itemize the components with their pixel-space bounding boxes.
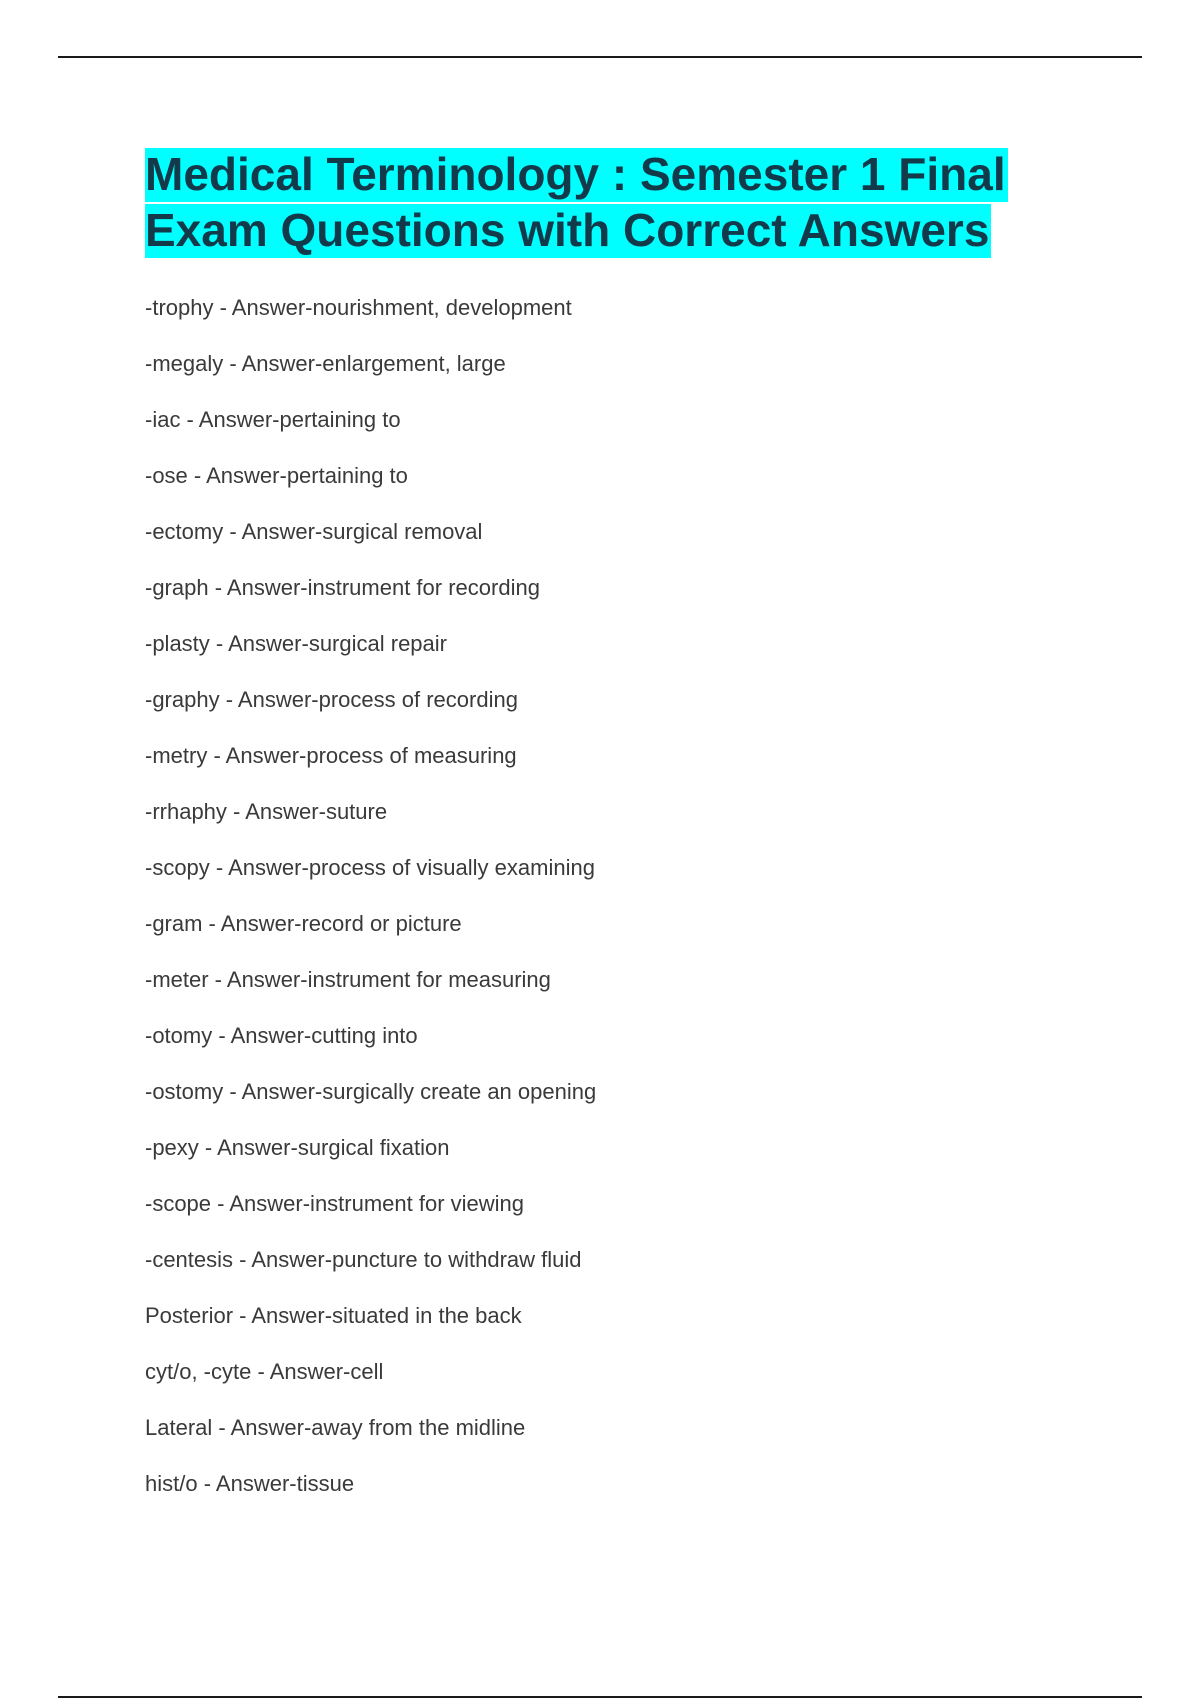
qa-item: -pexy - Answer-surgical fixation — [145, 1135, 450, 1160]
qa-item: -scopy - Answer-process of visually examining — [145, 855, 595, 880]
qa-item: cyt/o, -cyte - Answer-cell — [145, 1359, 384, 1384]
qa-item: -otomy - Answer-cutting into — [145, 1023, 418, 1048]
qa-item: Posterior - Answer-situated in the back — [145, 1303, 522, 1328]
qa-item: -trophy - Answer-nourishment, development — [145, 295, 572, 320]
qa-item: -ostomy - Answer-surgically create an opening — [145, 1079, 597, 1104]
qa-item: -rrhaphy - Answer-suture — [145, 799, 388, 824]
title-highlight — [145, 148, 1008, 258]
qa-item: -metry - Answer-process of measuring — [145, 743, 517, 768]
qa-item: -ose - Answer-pertaining to — [145, 463, 408, 488]
qa-item: -graphy - Answer-process of recording — [145, 687, 518, 712]
qa-item: hist/o - Answer-tissue — [145, 1471, 355, 1496]
title-line-2: Exam Questions with Correct Answers — [145, 204, 990, 256]
top-divider — [58, 56, 1142, 58]
document-body — [145, 146, 1075, 1512]
title-line-1: Medical Terminology : Semester 1 Final — [145, 148, 1006, 200]
bottom-divider — [58, 1696, 1142, 1698]
qa-item: -ectomy - Answer-surgical removal — [145, 519, 483, 544]
qa-item: -meter - Answer-instrument for measuring — [145, 967, 551, 992]
qa-item: -iac - Answer-pertaining to — [145, 407, 401, 432]
document-title — [145, 146, 1075, 258]
qa-item: -plasty - Answer-surgical repair — [145, 631, 447, 656]
qa-item: -scope - Answer-instrument for viewing — [145, 1191, 525, 1216]
qa-item: -megaly - Answer-enlargement, large — [145, 351, 506, 376]
qa-list — [145, 280, 1075, 1512]
qa-item: -graph - Answer-instrument for recording — [145, 575, 540, 600]
qa-item: Lateral - Answer-away from the midline — [145, 1415, 526, 1440]
qa-item: -gram - Answer-record or picture — [145, 911, 462, 936]
qa-item: -centesis - Answer-puncture to withdraw fluid — [145, 1247, 582, 1272]
